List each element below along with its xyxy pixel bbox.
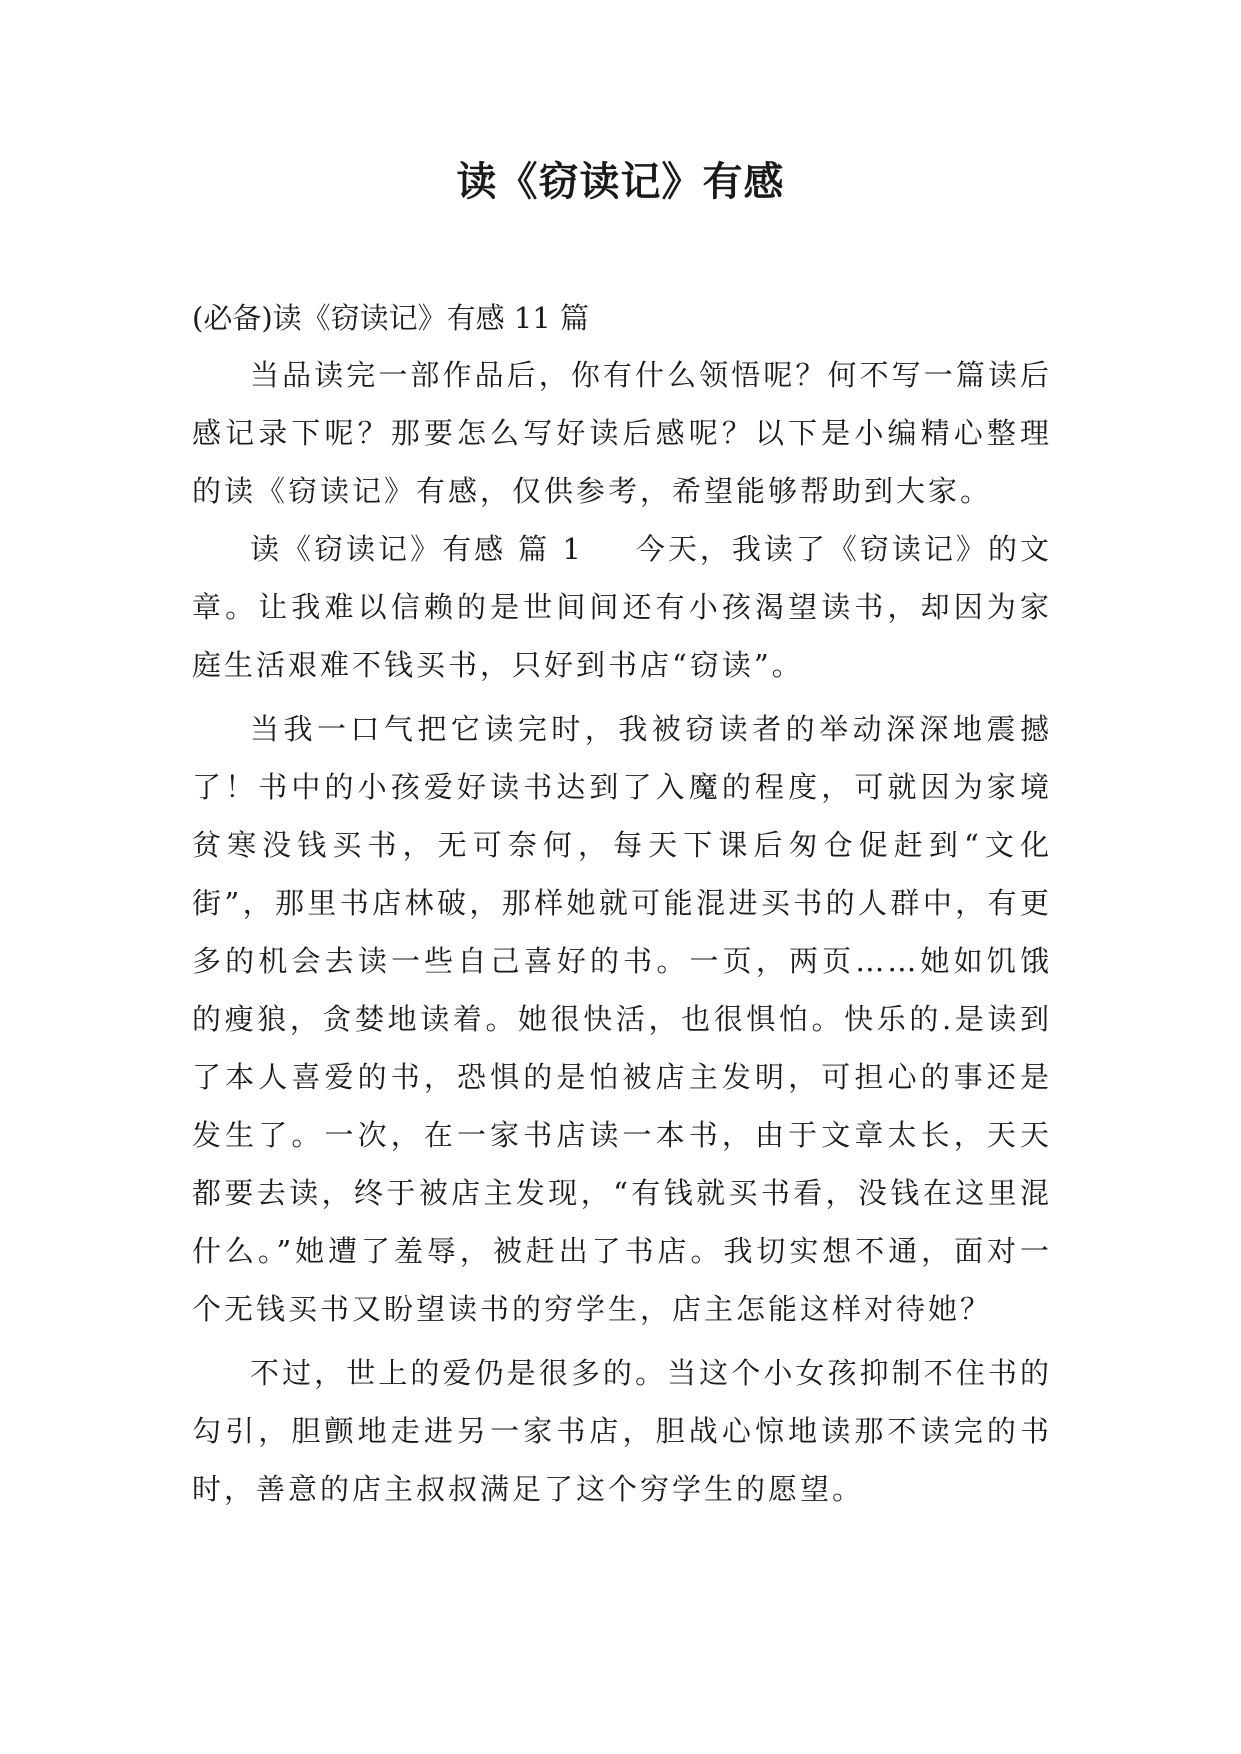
document-subtitle: (必备)读《窃读记》有感 11 篇 <box>192 301 589 335</box>
section-1-label: 读《窃读记》有感 <box>250 532 507 566</box>
body-paragraph-3: 不过，世上的爱仍是很多的。当这个小女孩抑制不住书的勾引，胆颤地走进另一家书店，胆战心惊地读那不读完的书时，善意的店主叔叔满足了这个穷学生的愿望。 <box>192 1356 1052 1506</box>
section-1-text: 今天，我读了《窃读记》的文章。让我难以信赖的是世间间还有小孩渴望读书，却因为家庭生活艰难不钱买书，只好到书店“窃读”。 <box>192 532 1052 682</box>
section-1-paragraph <box>192 520 1052 694</box>
body-paragraph-2: 当我一口气把它读完时，我被窃读者的举动深深地震撼了！书中的小孩爱好读书达到了入魔的程度，可就因为家境贫寒没钱买书，无可奈何，每天下课后匆仓促赶到“文化街”，那里书店林破，那样她就可能混进买书的人群中，有更多的机会去读一些自己喜好的书。一页，两页……她如饥饿的瘦狼，贪婪地读着。她很快活，也很惧怕。快乐的.是读到了本人喜爱的书，恐惧的是怕被店主发明，可担心的事还是发生了。一次，在一家书店读一本书，由于文章太长，天天都要去读，终于被店主发现，“有钱就买书看，没钱在这里混什么。”她遭了羞辱，被赶出了书店。我切实想不通，面对一个无钱买书又盼望读书的穷学生，店主怎能这样对待她？ <box>192 712 1052 1326</box>
document-title: 读《窃读记》有感 <box>456 159 785 205</box>
section-1-number: 篇 1 <box>518 532 584 566</box>
intro-paragraph: 当品读完一部作品后，你有什么领悟呢？何不写一篇读后感记录下呢？那要怎么写好读后感呢？以下是小编精心整理的读《窃读记》有感，仅供参考，希望能够帮助到大家。 <box>192 358 1052 508</box>
document-body <box>192 290 1052 1518</box>
